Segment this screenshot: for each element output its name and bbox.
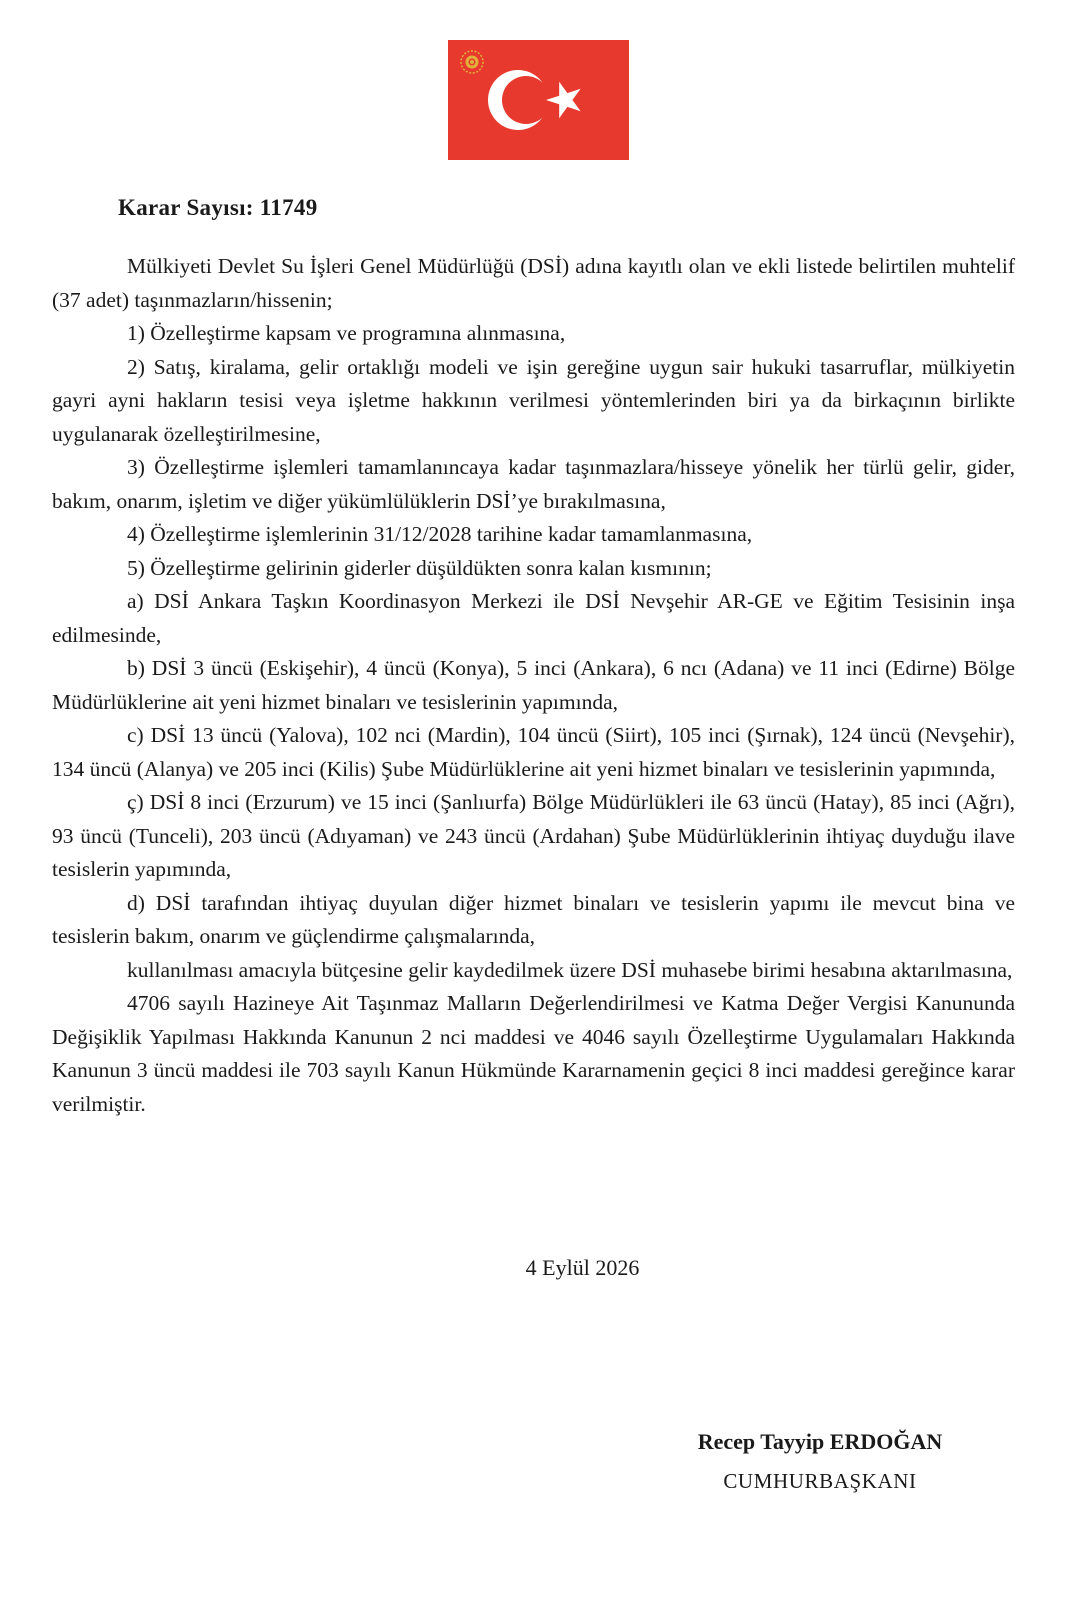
item-5d: d) DSİ tarafından ihtiyaç duyulan diğer hizmet binaları ve tesislerin yapımı ile mevcut bina ve tesislerin bakım, onarım ve güçlendirme çalışmalarında, bbox=[52, 890, 1015, 948]
item-5b: b) DSİ 3 üncü (Eskişehir), 4 üncü (Konya), 5 inci (Ankara), 6 ncı (Adana) ve 11 inci (Edirne) Bölge Müdürlüklerine ait yeni hizmet binaları ve tesislerinin yapımında, bbox=[52, 656, 1015, 714]
item-3: 3) Özelleştirme işlemleri tamamlanıncaya kadar taşınmazlara/hisseye yönelik her türlü gelir, gider, bakım, onarım, işletim ve diğer yükümlülüklerin DSİ’ye bırakılmasına, bbox=[52, 455, 1015, 513]
item-2: 2) Satış, kiralama, gelir ortaklığı modeli ve işin gereğine uygun sair hukuki tasarruflar, mülkiyetin gayri ayni hakların tesisi veya işletme hakkının verilmesi yöntemlerinden biri ya da birkaçının birlikte uygulanarak özelleştirilmesine, bbox=[52, 354, 1015, 446]
flag-icon bbox=[448, 40, 629, 160]
usage-paragraph: kullanılması amacıyla bütçesine gelir kaydedilmek üzere DSİ muhasebe birimi hesabına aktarılmasına, bbox=[127, 957, 1013, 982]
decision-body bbox=[52, 250, 1015, 1121]
item-5cc: ç) DSİ 8 inci (Erzurum) ve 15 inci (Şanlıurfa) Bölge Müdürlükleri ile 63 üncü (Hatay), 85 inci (Ağrı), 93 üncü (Tunceli), 203 üncü (Adıyaman) ve 243 üncü (Ardahan) Şube Müdürlüklerinin ihtiyaç duyduğu ilave tesislerin yapımında, bbox=[52, 790, 1015, 881]
turkish-flag-emblem bbox=[448, 40, 629, 160]
signature-block bbox=[660, 1425, 980, 1503]
decision-date: 4 Eylül 2026 bbox=[525, 1255, 640, 1280]
signer-title: CUMHURBAŞKANI bbox=[723, 1469, 917, 1493]
item-5: 5) Özelleştirme gelirinin giderler düşüldükten sonra kalan kısmının; bbox=[127, 555, 712, 580]
signer-name: Recep Tayyip ERDOĞAN bbox=[697, 1429, 943, 1454]
legal-basis-paragraph: 4706 sayılı Hazineye Ait Taşınmaz Malların Değerlendirilmesi ve Katma Değer Vergisi Kanununda Değişiklik Yapılması Hakkında Kanunun 2 nci maddesi ve 4046 sayılı Özelleştirme Uygulamaları Hakkında Kanunun 3 üncü maddesi ile 703 sayılı Kanun Hükmünde Kararnamenin geçici 8 inci maddesi gereğince karar verilmiştir. bbox=[52, 991, 1015, 1116]
item-1: 1) Özelleştirme kapsam ve programına alınmasına, bbox=[127, 321, 566, 345]
item-4: 4) Özelleştirme işlemlerinin 31/12/2028 tarihine kadar tamamlanmasına, bbox=[127, 522, 753, 546]
item-5c: c) DSİ 13 üncü (Yalova), 102 nci (Mardin), 104 üncü (Siirt), 105 inci (Şırnak), 124 üncü (Nevşehir), 134 üncü (Alanya) ve 205 inci (Kilis) Şube Müdürlüklerine ait yeni hizmet binaları ve tesislerinin yapımında, bbox=[52, 723, 1015, 781]
intro-paragraph: Mülkiyeti Devlet Su İşleri Genel Müdürlüğü (DSİ) adına kayıtlı olan ve ekli listede belirtilen muhtelif (37 adet) taşınmazların/hissenin; bbox=[52, 254, 1015, 312]
decision-number: Karar Sayısı: 11749 bbox=[118, 195, 318, 220]
item-5a: a) DSİ Ankara Taşkın Koordinasyon Merkezi ile DSİ Nevşehir AR-GE ve Eğitim Tesisinin inşa edilmesinde, bbox=[52, 589, 1015, 647]
